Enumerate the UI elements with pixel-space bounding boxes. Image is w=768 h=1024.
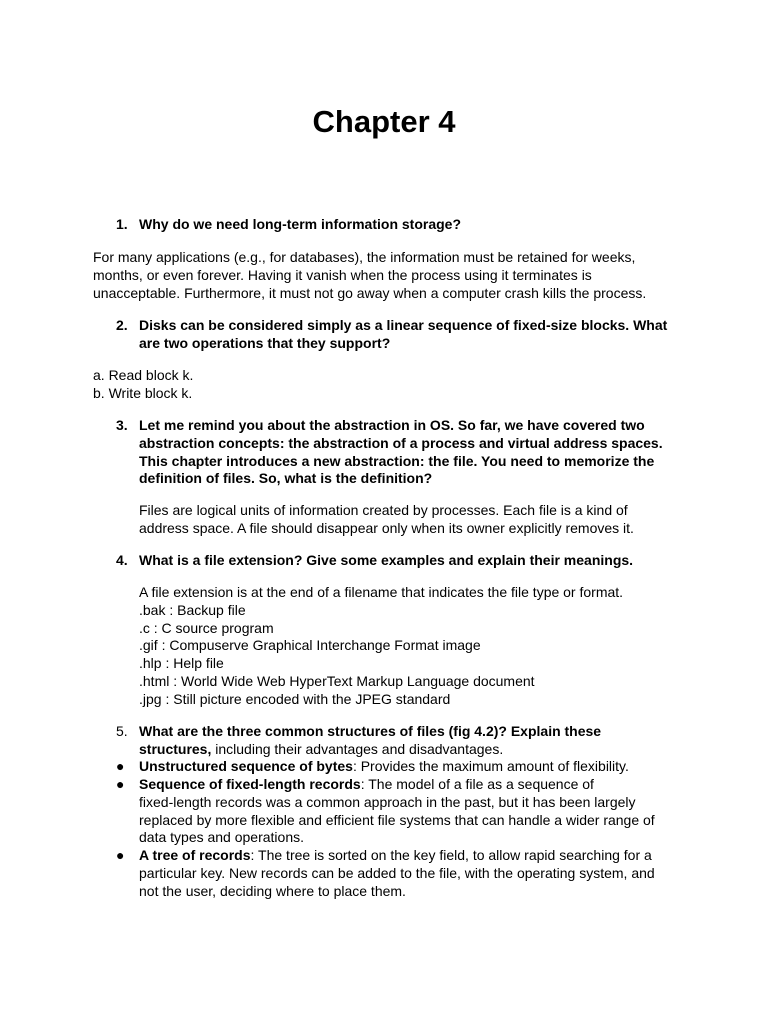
bullet-item — [139, 847, 684, 900]
question-1-number: 1. — [116, 216, 128, 232]
question-5-bold: What are the three common structures of files (fig 4.2)? Explain these — [139, 723, 602, 739]
bullet-line — [139, 847, 684, 865]
question-4-number: 4. — [116, 552, 128, 568]
question-3-number: 3. — [116, 417, 128, 433]
question-5-line — [139, 723, 684, 741]
extension-item: .hlp : Help file — [139, 655, 224, 672]
question-2-line: Disks can be considered simply as a linear sequence of fixed-size blocks. What — [139, 317, 668, 333]
question-3-line: abstraction concepts: the abstraction of a process and virtual address spaces. — [139, 434, 663, 451]
question-4-text: What is a file extension? Give some examples and explain their meanings. — [139, 552, 634, 568]
question-2-number: 2. — [116, 317, 128, 333]
bullet-line — [139, 758, 684, 776]
question-5-number: 5. — [116, 723, 128, 739]
answer-4-line: A file extension is at the end of a filename that indicates the file type or format. — [139, 584, 624, 600]
answer-4 — [139, 584, 684, 709]
extension-item: .c : C source program — [139, 619, 274, 636]
bullet-text: : The model of a file as a sequence of — [360, 776, 594, 792]
bullet-text: : Provides the maximum amount of flexibility. — [352, 758, 629, 774]
answer-2-line: a. Read block k. — [93, 367, 194, 383]
bullet-term: A tree of records — [139, 847, 251, 863]
bullet-line: particular key. New records can be added to the file, with the operating system, and — [139, 864, 655, 881]
bullet-text: : The tree is sorted on the key field, to allow rapid searching for a — [250, 847, 652, 863]
question-5-normal: including their advantages and disadvantages. — [211, 740, 504, 757]
answer-3-line: address space. A file should disappear only when its owner explicitly removes it. — [139, 519, 634, 536]
bullet-line — [139, 776, 684, 794]
question-3-line: definition of files. So, what is the definition? — [139, 470, 433, 487]
answer-3-line: Files are logical units of information created by processes. Each file is a kind of — [139, 502, 628, 518]
bullet-term: Unstructured sequence of bytes — [139, 758, 353, 774]
question-5-text — [139, 723, 684, 759]
question-3-line: This chapter introduces a new abstraction: the file. You need to memorize the — [139, 452, 655, 469]
answer-3 — [139, 502, 684, 538]
bullet-item — [139, 758, 684, 776]
question-1-text: Why do we need long-term information storage? — [139, 216, 462, 232]
answer-1-line: unacceptable. Furthermore, it must not go away when a computer crash kills the process. — [93, 284, 647, 301]
question-2-text — [139, 317, 684, 353]
answer-2 — [93, 367, 673, 403]
bullet-line: fixed-length records was a common approach in the past, but it has been largely — [139, 793, 636, 810]
question-5-bold: structures, — [139, 740, 212, 757]
answer-2-line: b. Write block k. — [93, 384, 193, 401]
extension-item: .gif : Compuserve Graphical Interchange Format image — [139, 637, 481, 654]
answer-1-line: months, or even forever. Having it vanish when the process using it terminates is — [93, 266, 592, 283]
question-3-text — [139, 417, 684, 488]
bullet-line: not the user, deciding where to place them. — [139, 882, 406, 899]
bullet-icon: ● — [116, 758, 125, 774]
question-2-line: are two operations that they support? — [139, 334, 391, 351]
bullet-icon: ● — [116, 847, 125, 863]
bullet-line: replaced by more flexible and efficient file systems that can handle a wider range of — [139, 811, 655, 828]
bullet-line: data types and operations. — [139, 829, 305, 846]
bullet-icon: ● — [116, 776, 125, 792]
extension-item: .jpg : Still picture encoded with the JPEG standard — [139, 690, 451, 707]
question-5-line — [139, 741, 684, 759]
bullet-term: Sequence of fixed-length records — [139, 776, 361, 792]
question-3-line: Let me remind you about the abstraction in OS. So far, we have covered two — [139, 417, 645, 433]
answer-1 — [93, 249, 673, 302]
page-title: Chapter 4 — [312, 104, 456, 139]
extension-item: .bak : Backup file — [139, 601, 246, 618]
bullet-item — [139, 776, 684, 847]
extension-item: .html : World Wide Web HyperText Markup Language document — [139, 672, 535, 689]
answer-1-line: For many applications (e.g., for databases), the information must be retained for weeks, — [93, 249, 636, 265]
